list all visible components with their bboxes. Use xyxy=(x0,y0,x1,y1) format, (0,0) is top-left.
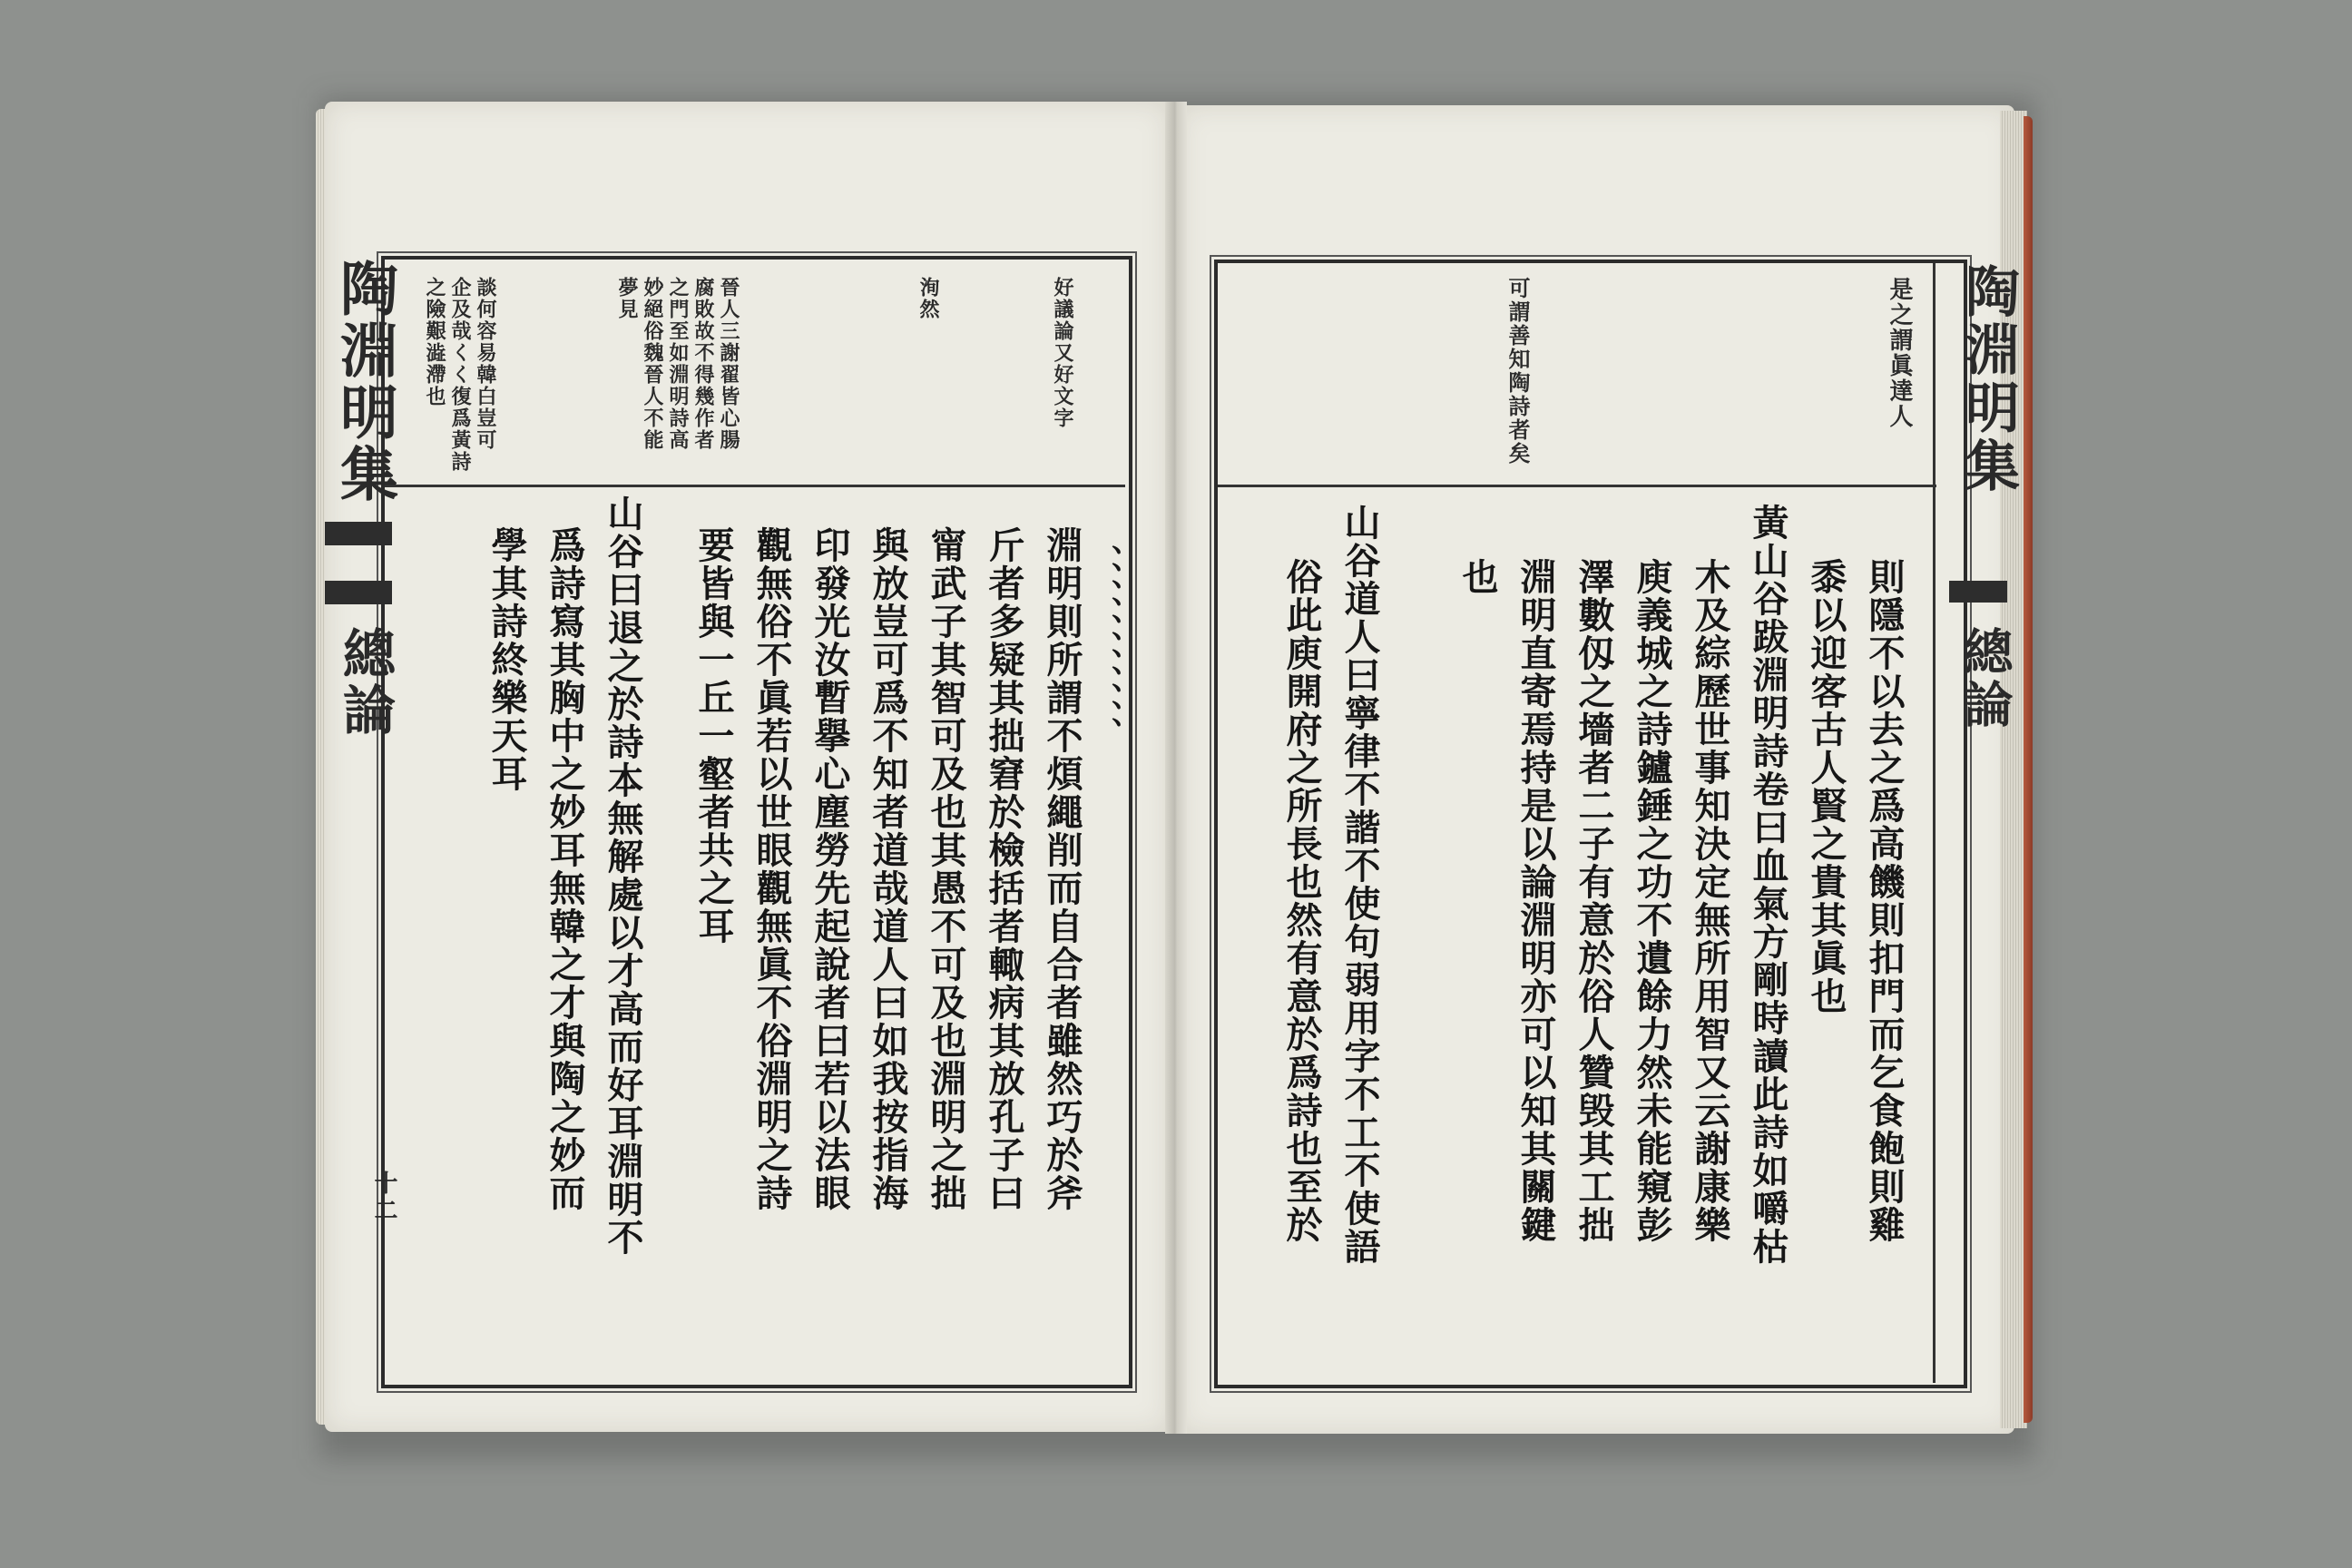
body-column: 山谷道人曰寧律不諧不使句弱用字不工不使語 xyxy=(1338,504,1381,1266)
body-column: 印發光汝暫擧心塵勞先起說者曰若以法眼 xyxy=(808,526,851,1212)
body-column: 淵明直寄焉持是以論淵明亦可以知其關鍵 xyxy=(1514,558,1557,1244)
body-column: 也 xyxy=(1456,558,1499,596)
body-column: 淵明則所謂不煩繩削而自合者雖然巧於斧 xyxy=(1041,526,1083,1212)
right-margin-rule xyxy=(1933,263,1936,1383)
body-column: 澤數仭之墻者二子有意於俗人贊毁其工拙 xyxy=(1573,558,1615,1244)
body-column: 甯武子其智可及也其愚不可及也淵明之拙 xyxy=(925,526,967,1212)
header-note: 可謂善知陶詩者矣 xyxy=(1504,277,1531,466)
header-note: 談何容易韓白豈可 xyxy=(474,277,497,451)
right-book-title: 陶淵明集 xyxy=(1956,263,2020,495)
right-header-divider xyxy=(1218,485,1936,487)
body-column: 爲詩寫其胸中之妙耳無韓之才與陶之妙而 xyxy=(544,526,586,1212)
body-column: 與放豈可爲不知者道哉道人曰如我按指海 xyxy=(867,526,909,1212)
header-note: 洵然 xyxy=(916,277,940,320)
header-note: 妙絕俗魏晉人不能 xyxy=(641,277,664,451)
right-section-label: 總論 xyxy=(1956,626,2014,731)
header-note: 腐敗故不得幾作者 xyxy=(691,277,715,451)
body-column: 山谷曰退之於詩本無解處以才高而好耳淵明不 xyxy=(602,495,644,1257)
body-column: 黃山谷跋淵明詩卷曰血氣方剛時讀此詩如嚼枯 xyxy=(1747,504,1789,1266)
header-note: 夢見 xyxy=(615,277,639,320)
body-column: 、、、、、、、、、、、 xyxy=(1086,544,1122,750)
header-note: 好議論又好文字 xyxy=(1051,277,1074,429)
header-note: 之險艱澁滯也 xyxy=(423,277,446,407)
left-title-separator xyxy=(325,522,392,545)
left-header-divider xyxy=(385,485,1125,487)
header-note: 企及哉くく復爲黃詩 xyxy=(448,277,472,473)
left-section-label: 總論 xyxy=(334,626,396,739)
header-note: 是之謂眞達人 xyxy=(1886,277,1913,429)
body-column: 要皆與一丘一壑者共之耳 xyxy=(692,526,735,946)
body-column: 學其詩終樂天耳 xyxy=(485,526,528,793)
header-note: 之門至如淵明詩高 xyxy=(666,277,690,451)
body-column: 俗此庾開府之所長也然有意於爲詩也至於 xyxy=(1280,558,1323,1244)
body-column: 觀無俗不眞若以世眼觀無眞不俗淵明之詩 xyxy=(750,526,793,1212)
left-page-number: 十二 xyxy=(370,1171,397,1225)
header-note: 晉人三謝翟皆心腸 xyxy=(717,277,740,451)
book-spine xyxy=(1165,102,1187,1434)
body-column: 庾義城之詩鑪錘之功不遺餘力然未能窺彭 xyxy=(1631,558,1673,1244)
right-title-separator xyxy=(1949,581,2007,603)
body-column: 斤者多疑其拙窘於檢括者輙病其放孔子曰 xyxy=(983,526,1025,1212)
body-column: 黍以迎客古人賢之貴其眞也 xyxy=(1805,558,1847,1015)
body-column: 則隱不以去之爲高饑則扣門而乞食飽則雞 xyxy=(1863,558,1906,1244)
left-title-separator-2 xyxy=(325,581,392,604)
left-book-title: 陶淵明集 xyxy=(330,259,398,505)
body-column: 木及綜歷世事知決定無所用智又云謝康樂 xyxy=(1689,558,1731,1244)
